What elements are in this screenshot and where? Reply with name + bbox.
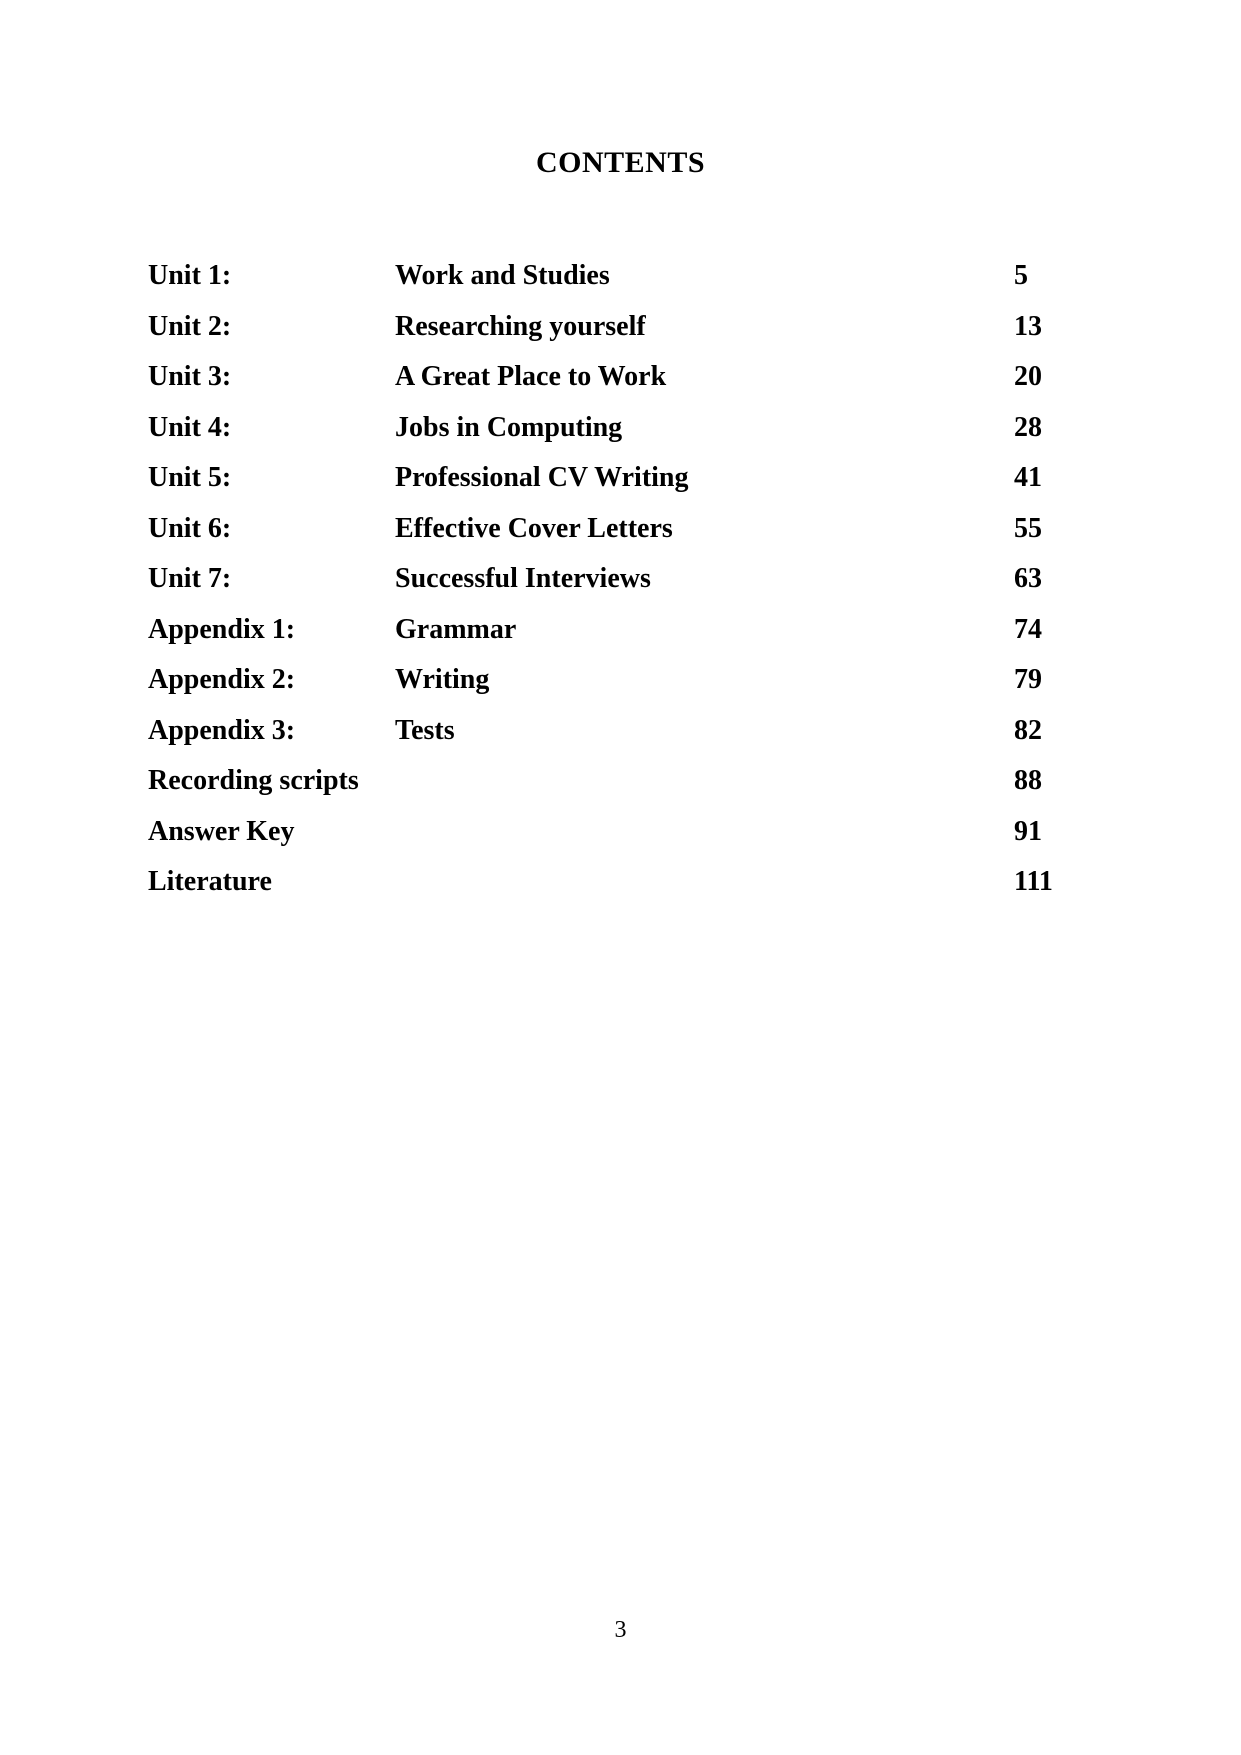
toc-entry-title: Successful Interviews: [395, 563, 651, 594]
toc-entry-page: 13: [1014, 310, 1042, 342]
toc-entry-page: 74: [1014, 613, 1042, 645]
toc-entry[interactable]: [148, 361, 1068, 412]
toc-entry-title: Writing: [395, 664, 490, 695]
toc-entry[interactable]: [148, 260, 1068, 311]
toc-entry-title: Researching yourself: [395, 310, 646, 342]
toc-entry-label: Answer Key: [148, 815, 295, 847]
toc-entry-label: Unit 1:: [148, 260, 232, 291]
toc-entry-label: Unit 5:: [148, 462, 232, 493]
toc-entry[interactable]: [148, 462, 1068, 513]
toc-entry[interactable]: [148, 816, 1068, 867]
table-of-contents: [148, 260, 1068, 917]
toc-entry-page: 41: [1014, 462, 1042, 493]
toc-entry-title: Tests: [395, 714, 455, 746]
toc-entry-page: 82: [1014, 714, 1042, 746]
page-number: 3: [614, 1617, 627, 1643]
toc-entry-title: Effective Cover Letters: [395, 512, 673, 544]
toc-entry-label: Unit 2:: [148, 310, 232, 342]
toc-entry-title: Jobs in Computing: [395, 411, 623, 443]
toc-entry-page: 91: [1014, 815, 1042, 847]
toc-entry-label: Unit 3:: [148, 361, 232, 392]
toc-entry[interactable]: [148, 765, 1068, 816]
toc-entry-title: A Great Place to Work: [395, 361, 667, 392]
toc-entry-label: Appendix 3:: [148, 714, 296, 746]
toc-entry-page: 88: [1014, 765, 1042, 796]
toc-entry-label: Unit 4:: [148, 411, 232, 443]
toc-entry[interactable]: [148, 866, 1068, 917]
toc-entry-label: Unit 7:: [148, 563, 232, 594]
toc-entry-label: Appendix 2:: [148, 664, 296, 695]
toc-entry-title: Professional CV Writing: [395, 462, 689, 493]
toc-entry-page: 55: [1014, 512, 1042, 544]
toc-entry[interactable]: [148, 513, 1068, 564]
toc-entry[interactable]: [148, 311, 1068, 362]
toc-entry[interactable]: [148, 664, 1068, 715]
toc-entry-label: Appendix 1:: [148, 613, 296, 645]
toc-entry-page: 111: [1014, 866, 1053, 897]
toc-entry-label: Recording scripts: [148, 765, 359, 796]
toc-entry[interactable]: [148, 563, 1068, 614]
toc-entry-page: 5: [1014, 260, 1028, 291]
toc-entry[interactable]: [148, 715, 1068, 766]
toc-entry-title: Work and Studies: [395, 260, 610, 291]
toc-entry-page: 63: [1014, 563, 1042, 594]
toc-entry-label: Literature: [148, 866, 272, 897]
toc-entry-label: Unit 6:: [148, 512, 232, 544]
toc-entry[interactable]: [148, 412, 1068, 463]
page-title: CONTENTS: [535, 146, 706, 179]
toc-entry-title: Grammar: [395, 613, 517, 645]
toc-entry[interactable]: [148, 614, 1068, 665]
toc-entry-page: 28: [1014, 411, 1042, 443]
toc-entry-page: 79: [1014, 664, 1042, 695]
toc-entry-page: 20: [1014, 361, 1042, 392]
